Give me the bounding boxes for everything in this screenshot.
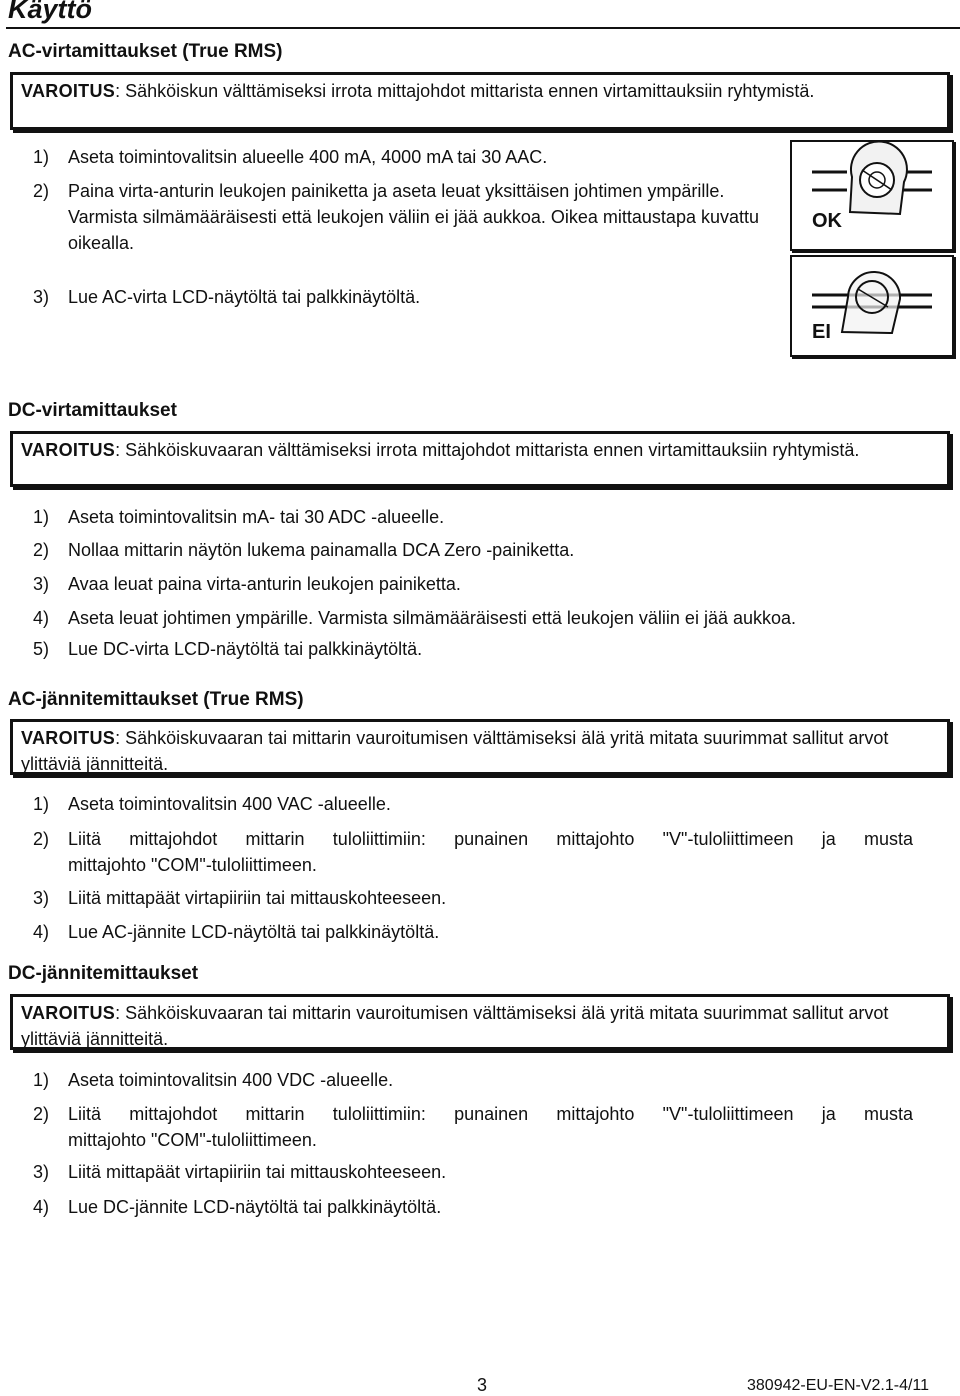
document-code: 380942-EU-EN-V2.1-4/11: [747, 1377, 930, 1394]
list-item: 3) Avaa leuat paina virta-anturin leukojen painiketta.: [33, 574, 461, 594]
list-item: 2) Paina virta-anturin leukojen painiketta ja aseta leuat yksittäisen johtimen ympärille. Varmista silmämääräisesti että leukojen väliin ei jää aukkoa. Oikea mittaustapa kuvattu oikealla.: [33, 181, 759, 253]
warning-box-dc-current: VAROITUS: Sähköiskuvaaran välttämiseksi irrota mittajohdot mittarista ennen virtamittauksiin ryhtymistä.: [10, 431, 950, 487]
list-item: 5) Lue DC-virta LCD-näytöltä tai palkkinäytöltä.: [33, 639, 423, 659]
list-item: 1) Aseta toimintovalitsin alueelle 400 mA, 4000 mA tai 30 AAC.: [33, 147, 548, 167]
section-heading-ac-voltage: AC-jännitemittaukset (True RMS): [8, 689, 304, 710]
list-item: 4) Aseta leuat johtimen ympärille. Varmista silmämääräisesti että leukojen väliin ei jää aukkoa.: [33, 608, 797, 628]
figure-panel-ei: [790, 255, 954, 357]
section-heading-ac-current: AC-virtamittaukset (True RMS): [8, 41, 283, 62]
warning-box-ac-voltage: VAROITUS: Sähköiskuvaaran tai mittarin vauroitumisen välttämiseksi älä yritä mitata suurimmat sallitut arvot ylittäviä jännitteitä.: [10, 719, 950, 775]
list-item: 3) Liitä mittapäät virtapiiriin tai mittauskohteeseen.: [33, 888, 447, 908]
list-item: 2) Liitä mittajohdot mittarin tuloliittimiin: punainen mittajohto "V"-tuloliittimeen ja musta mittajohto "COM"-tuloliittimeen.: [33, 829, 913, 875]
section-heading-dc-current: DC-virtamittaukset: [8, 400, 177, 421]
warning-box-dc-voltage: VAROITUS: Sähköiskuvaaran tai mittarin vauroitumisen välttämiseksi älä yritä mitata suurimmat sallitut arvot ylittäviä jännitteitä.: [10, 994, 950, 1050]
warning-keyword: VAROITUS: [21, 81, 116, 101]
list-item: 3) Lue AC-virta LCD-näytöltä tai palkkinäytöltä.: [33, 287, 421, 307]
list-item: 2) Liitä mittajohdot mittarin tuloliittimiin: punainen mittajohto "V"-tuloliittimeen ja musta mittajohto "COM"-tuloliittimeen.: [33, 1104, 913, 1150]
list-item: 2) Nollaa mittarin näytön lukema painamalla DCA Zero -painiketta.: [33, 540, 575, 560]
list-item: 3) Liitä mittapäät virtapiiriin tai mittauskohteeseen.: [33, 1162, 447, 1182]
figure-panel-ok: [790, 140, 954, 251]
list-item: 1) Aseta toimintovalitsin 400 VDC -alueelle.: [33, 1070, 394, 1090]
page-title: Käyttö: [8, 0, 93, 24]
figure-label-ei: EI: [812, 321, 831, 343]
warning-text: : Sähköiskun välttämiseksi irrota mittajohdot mittarista ennen virtamittauksiin ryhtymistä.: [115, 81, 815, 101]
figure-label-ok: OK: [812, 210, 842, 232]
list-item: 1) Aseta toimintovalitsin 400 VAC -alueelle.: [33, 794, 391, 814]
list-item: 4) Lue DC-jännite LCD-näytöltä tai palkkinäytöltä.: [33, 1197, 442, 1217]
list-item: 1) Aseta toimintovalitsin mA- tai 30 ADC -alueelle.: [33, 507, 445, 527]
section-heading-dc-voltage: DC-jännitemittaukset: [8, 963, 199, 984]
page-number: 3: [477, 1375, 488, 1395]
warning-box-ac-current: [10, 72, 950, 130]
list-item: 4) Lue AC-jännite LCD-näytöltä tai palkkinäytöltä.: [33, 922, 440, 942]
title-rule: [6, 27, 960, 29]
